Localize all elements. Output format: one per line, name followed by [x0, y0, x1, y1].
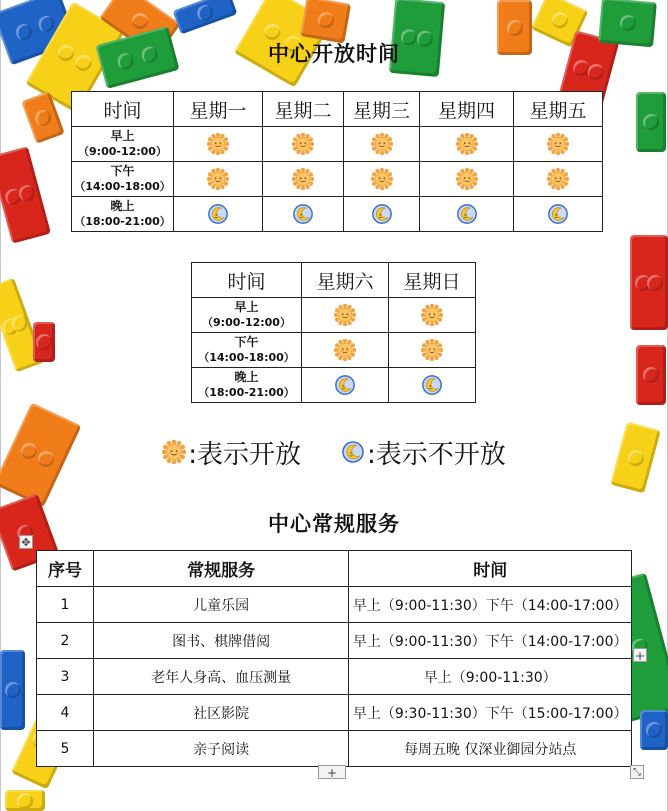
- header-day: 星期三: [344, 92, 420, 127]
- sun-icon: [421, 339, 443, 361]
- service-time-cell: 早上（9:30-11:30）下午（15:00-17:00）: [349, 695, 632, 731]
- resize-icon[interactable]: ⤡: [630, 765, 644, 779]
- weekend-schedule-table: [191, 262, 476, 403]
- sun-icon: [162, 440, 186, 464]
- sun-icon: [371, 168, 393, 190]
- lego-brick: [630, 235, 668, 330]
- sun-icon: [456, 168, 478, 190]
- opening-hours-title: 中心开放时间: [268, 41, 400, 66]
- status-open-cell: [174, 127, 263, 162]
- header-day: 星期二: [263, 92, 344, 127]
- sun-icon: [207, 133, 229, 155]
- header-day: 星期六: [302, 263, 389, 298]
- slot-name: 晚上: [234, 370, 259, 384]
- header-index: 序号: [37, 551, 94, 587]
- slot-time: （14:00-18:00）: [198, 351, 295, 364]
- moon-icon: [341, 440, 365, 464]
- lego-brick: [636, 345, 666, 405]
- add-row-button[interactable]: +: [318, 765, 346, 779]
- status-open-cell: [344, 127, 420, 162]
- header-day: 星期五: [514, 92, 603, 127]
- status-open-cell: [389, 333, 476, 368]
- moon-icon: [547, 203, 569, 225]
- sun-icon: [334, 339, 356, 361]
- slot-time: （9:00-12:00）: [202, 316, 291, 329]
- sun-icon: [421, 304, 443, 326]
- sun-icon: [547, 133, 569, 155]
- status-open-cell: [344, 162, 420, 197]
- status-closed-cell: [514, 197, 603, 232]
- lego-brick: [0, 146, 51, 243]
- table-row: [72, 197, 603, 232]
- service-cell: 老年人身高、血压测量: [93, 659, 349, 695]
- sun-icon: [456, 133, 478, 155]
- index-cell: 4: [37, 695, 94, 731]
- status-open-cell: [514, 162, 603, 197]
- slot-name: 晚上: [110, 199, 135, 213]
- service-cell: 儿童乐园: [93, 587, 349, 623]
- status-closed-cell: [174, 197, 263, 232]
- weekday-schedule-table: [71, 91, 603, 232]
- time-slot-cell: [192, 298, 302, 333]
- service-time-cell: 早上（9:00-11:30）下午（14:00-17:00）: [349, 623, 632, 659]
- status-open-cell: [420, 162, 514, 197]
- table-header-row: [37, 551, 632, 587]
- service-time-cell: 每周五晚 仅深业御园分站点: [349, 731, 632, 767]
- index-cell: 2: [37, 623, 94, 659]
- sun-icon: [207, 168, 229, 190]
- legend-open-label: :表示开放: [188, 439, 301, 470]
- status-open-cell: [263, 162, 344, 197]
- status-open-cell: [420, 127, 514, 162]
- lego-brick: [640, 710, 668, 750]
- table-row: [72, 162, 603, 197]
- slot-name: 早上: [110, 129, 135, 143]
- slot-time: （18:00-21:00）: [74, 215, 171, 228]
- service-time-cell: 早上（9:00-11:30）: [349, 659, 632, 695]
- header-service: 常规服务: [93, 551, 349, 587]
- status-closed-cell: [263, 197, 344, 232]
- table-row: [72, 127, 603, 162]
- status-open-cell: [514, 127, 603, 162]
- legend-closed-label: :表示不开放: [367, 439, 506, 470]
- moon-icon: [456, 203, 478, 225]
- status-open-cell: [389, 298, 476, 333]
- status-open-cell: [263, 127, 344, 162]
- slot-name: 下午: [110, 164, 135, 178]
- sun-icon: [292, 133, 314, 155]
- header-time: 时间: [192, 263, 302, 298]
- table-header-row: [192, 263, 476, 298]
- index-cell: 3: [37, 659, 94, 695]
- status-closed-cell: [420, 197, 514, 232]
- lego-brick: [636, 92, 666, 152]
- service-time-cell: 早上（9:00-11:30）下午（14:00-17:00）: [349, 587, 632, 623]
- header-time: 时间: [349, 551, 632, 587]
- table-row: [37, 587, 632, 623]
- header-day: 星期日: [389, 263, 476, 298]
- slot-time: （18:00-21:00）: [198, 386, 295, 399]
- table-row: [37, 623, 632, 659]
- table-row: [37, 659, 632, 695]
- status-closed-cell: [302, 368, 389, 403]
- moon-icon: [292, 203, 314, 225]
- time-slot-cell: [192, 333, 302, 368]
- service-cell: 社区影院: [93, 695, 349, 731]
- moon-icon: [371, 203, 393, 225]
- index-cell: 1: [37, 587, 94, 623]
- header-day: 星期一: [174, 92, 263, 127]
- status-open-cell: [302, 298, 389, 333]
- sun-icon: [371, 133, 393, 155]
- status-open-cell: [302, 333, 389, 368]
- status-closed-cell: [344, 197, 420, 232]
- moon-icon: [421, 374, 443, 396]
- slot-time: （14:00-18:00）: [74, 180, 171, 193]
- slot-name: 下午: [234, 335, 259, 349]
- status-open-cell: [174, 162, 263, 197]
- table-row: [37, 695, 632, 731]
- status-closed-cell: [389, 368, 476, 403]
- slot-time: （9:00-12:00）: [78, 145, 167, 158]
- move-icon[interactable]: ✥: [19, 535, 33, 549]
- add-column-button[interactable]: +: [634, 649, 646, 663]
- table-row: [192, 298, 476, 333]
- schedule-legend: [0, 432, 668, 472]
- lego-brick: [173, 0, 238, 35]
- table-row: [192, 368, 476, 403]
- table-header-row: [72, 92, 603, 127]
- legend-closed: [341, 434, 506, 471]
- lego-brick: [5, 790, 45, 811]
- moon-icon: [207, 203, 229, 225]
- lego-brick: [33, 322, 55, 362]
- sun-icon: [292, 168, 314, 190]
- services-table: [36, 550, 632, 767]
- table-row: [192, 333, 476, 368]
- sun-icon: [334, 304, 356, 326]
- header-time: 时间: [72, 92, 174, 127]
- services-title: 中心常规服务: [268, 511, 400, 536]
- index-cell: 5: [37, 731, 94, 767]
- time-slot-cell: [72, 197, 174, 232]
- table-row: [37, 731, 632, 767]
- legend-open: [162, 434, 301, 471]
- time-slot-cell: [72, 127, 174, 162]
- sun-icon: [547, 168, 569, 190]
- time-slot-cell: [72, 162, 174, 197]
- slot-name: 早上: [234, 300, 259, 314]
- header-day: 星期四: [420, 92, 514, 127]
- service-cell: 亲子阅读: [93, 731, 349, 767]
- time-slot-cell: [192, 368, 302, 403]
- lego-brick: [0, 650, 25, 730]
- moon-icon: [334, 374, 356, 396]
- service-cell: 图书、棋牌借阅: [93, 623, 349, 659]
